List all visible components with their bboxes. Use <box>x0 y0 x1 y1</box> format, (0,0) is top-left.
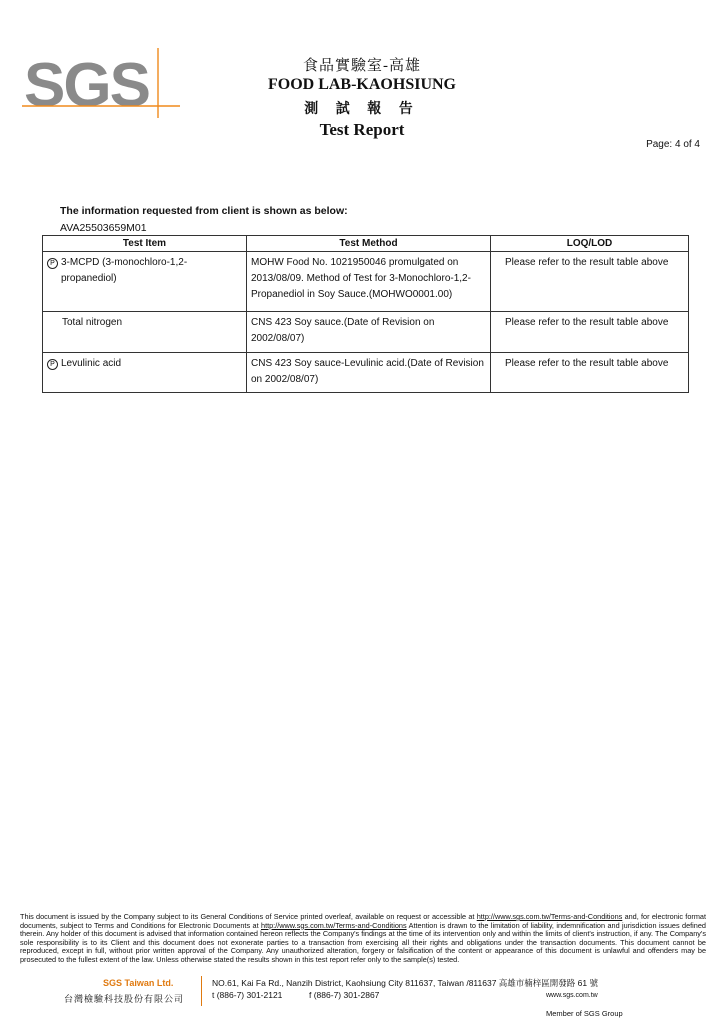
terms-link[interactable]: http://www.sgs.com.tw/Terms-and-Conditions <box>476 912 623 921</box>
loq-cell: Please refer to the result table above <box>491 312 689 353</box>
table-row <box>43 353 689 393</box>
test-method-cell: CNS 423 Soy sauce-Levulinic acid.(Date of Revision on 2002/08/07) <box>247 353 491 393</box>
p-circle-icon: P <box>47 258 58 269</box>
disclaimer-text: Attention is drawn to the limitation of liability, indemnification and jurisdiction issues defined therein. Any holder of this document is advised that information contained hereon reflects the Company's findings at the time of its intervention only and within the limits of client's instruction, if any. The Company's sole responsibility is to its Client and this document does not exonerate parties to a transaction from exercising all their rights and obligations under the transaction documents. This document cannot be reproduced, except in full, without prior written approval of the Company. Any unauthorized alteration, forgery or falsification of the content or appearance of this document is unlawful and offenders may be prosecuted to the fullest extent of the law. Unless otherwise stated the results shown in this test report refer only to the sample(s) tested. <box>20 920 706 964</box>
column-header-test-method: Test Method <box>247 236 491 252</box>
test-item-cell <box>43 353 247 393</box>
fax-number: f (886-7) 301-2867 <box>309 990 380 1000</box>
p-circle-icon: P <box>47 359 58 370</box>
test-item-name: 3-MCPD (3-monochloro-1,2-propanediol) <box>61 257 188 284</box>
page-number: Page: 4 of 4 <box>646 139 700 150</box>
electronic-terms-link[interactable]: http://www.sgs.com.tw/Terms-and-Conditions <box>261 920 407 930</box>
disclaimer-text: This document is issued by the Company subject to its General Conditions of Service printed overleaf, available on request or accessible at <box>20 912 477 921</box>
test-item-name: Total nitrogen <box>62 317 123 328</box>
test-item-cell <box>43 312 247 353</box>
svg-text:SGS: SGS <box>24 51 149 120</box>
company-name-english: SGS Taiwan Ltd. <box>103 978 174 988</box>
footer-divider <box>201 976 202 1006</box>
test-method-table <box>42 235 689 393</box>
report-title-chinese: 測 試 報 告 <box>304 102 420 117</box>
table-row <box>43 312 689 353</box>
company-address: NO.61, Kai Fa Rd., Nanzih District, Kaohsiung City 811637, Taiwan /811637 高雄市楠梓區開發路 61 號 <box>212 978 598 988</box>
member-of-sgs-group: Member of SGS Group <box>546 1009 623 1018</box>
lab-name-english: FOOD LAB-KAOHSIUNG <box>267 76 456 93</box>
lab-name-chinese: 食品實驗室-高雄 <box>303 58 421 74</box>
table-header-row <box>43 236 689 252</box>
loq-cell: Please refer to the result table above <box>491 353 689 393</box>
website-link[interactable]: www.sgs.com.tw <box>546 992 598 999</box>
test-method-cell: MOHW Food No. 1021950046 promulgated on 2013/08/09. Method of Test for 3-Monochloro-1,2-Propanediol in Soy Sauce.(MOHWO0001.00) <box>247 252 491 312</box>
legal-disclaimer <box>20 913 706 965</box>
loq-cell: Please refer to the result table above <box>491 252 689 312</box>
disclaimer-text: and, for electronic format documents, subject to Terms and Conditions for Electronic Documents at <box>20 912 706 930</box>
test-method-cell: CNS 423 Soy sauce.(Date of Revision on 2002/08/07) <box>247 312 491 353</box>
info-heading: The information requested from client is shown as below: <box>60 205 348 217</box>
company-name-chinese: 台灣檢驗科技股份有限公司 <box>64 995 185 1005</box>
telephone-number: t (886-7) 301-2121 <box>212 990 283 1000</box>
column-header-test-item: Test Item <box>43 236 247 252</box>
test-item-name: Levulinic acid <box>61 358 122 369</box>
test-item-cell <box>43 252 247 312</box>
report-id: AVA25503659M01 <box>60 222 147 234</box>
column-header-loq-lod: LOQ/LOD <box>491 236 689 252</box>
table-row <box>43 252 689 312</box>
report-title-english: Test Report <box>319 120 405 139</box>
